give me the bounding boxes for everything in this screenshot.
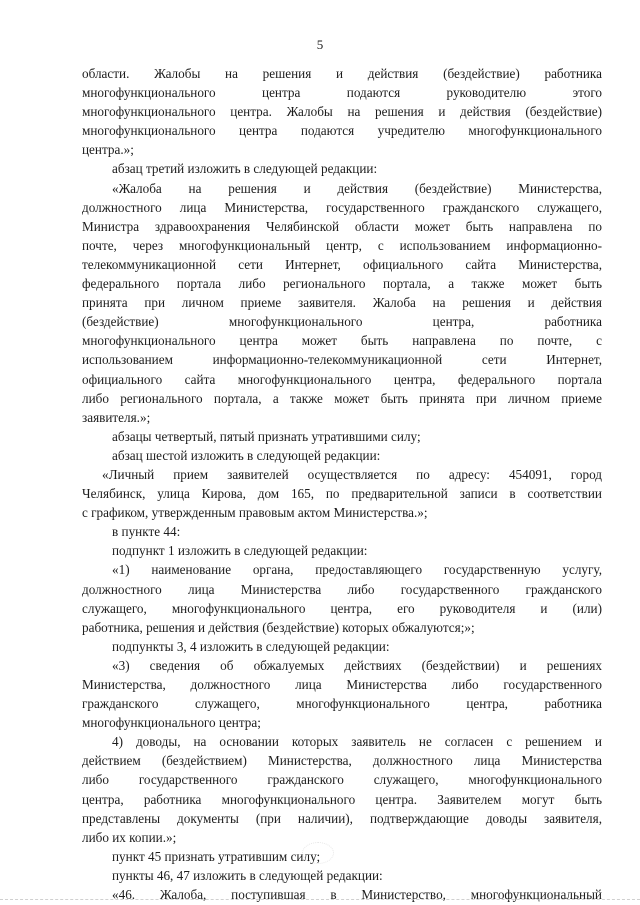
text-line: пункт 45 признать утратившим силу; xyxy=(112,848,321,864)
text-line: работника, решения и действия (бездействие) которых обжалуются;»; xyxy=(82,619,475,635)
text-line: центра, работника многофункционального центра. Заявителем могут быть xyxy=(82,791,602,807)
text-line: многофункционального центра подаются учредителю многофункционального xyxy=(82,123,602,139)
text-line: федерального портала либо регионального портала, а также может быть xyxy=(82,276,602,292)
text-line: многофункционального центра может быть направлена по почте, с xyxy=(82,333,602,349)
page-number: 5 xyxy=(316,37,324,52)
text-line: абзац шестой изложить в следующей редакции: xyxy=(112,447,381,463)
text-line: пункты 46, 47 изложить в следующей редакции: xyxy=(112,867,383,883)
faint-stamp-mark xyxy=(302,842,334,864)
text-line: подпункты 3, 4 изложить в следующей редакции: xyxy=(112,638,390,654)
text-line: абзацы четвертый, пятый признать утратившими силу; xyxy=(112,428,421,444)
text-line: почте, через многофункциональный центр, с использованием информационно- xyxy=(82,237,602,253)
text-line: с графиком, утвержденным правовым актом Министерства.»; xyxy=(82,505,428,521)
text-line: многофункционального центра; xyxy=(82,715,261,731)
text-line: «1) наименование органа, предоставляющего государственную услугу, xyxy=(112,562,602,578)
text-line: должностного лица Министерства, государственного гражданского служащего, xyxy=(82,199,602,215)
text-line: служащего, многофункционального центра, его руководителя и (или) xyxy=(82,600,602,616)
text-line: Министра здравоохранения Челябинской области может быть направлена по xyxy=(82,218,602,234)
text-line: 4) доводы, на основании которых заявитель не согласен с решением и xyxy=(112,734,602,750)
document-body xyxy=(82,64,602,904)
text-line: области. Жалобы на решения и действия (бездействие) работника xyxy=(82,66,602,81)
text-line: многофункционального центра. Жалобы на решения и действия (бездействие) xyxy=(82,104,602,120)
text-line: «46. Жалоба, поступившая в Министерство, многофункциональный xyxy=(112,887,602,903)
text-line: «Личный прием заявителей осуществляется по адресу: 454091, город xyxy=(102,466,602,482)
text-line: телекоммуникационной сети Интернет, официального сайта Министерства, xyxy=(82,256,602,272)
text-line: центра.»; xyxy=(82,142,134,158)
text-line: Министерства, должностного лица Министерства либо государственного xyxy=(82,677,602,692)
text-line: абзац третий изложить в следующей редакции: xyxy=(112,161,378,177)
text-line: «3) сведения об обжалуемых действиях (бездействии) и решениях xyxy=(112,657,602,673)
text-line: использованием информационно-телекоммуникационной сети Интернет, xyxy=(82,352,602,368)
text-line: гражданского служащего, многофункционального центра, работника xyxy=(82,696,602,712)
text-line: либо регионального портала, а также может быть принята при личном приеме xyxy=(82,390,602,406)
text-line: в пункте 44: xyxy=(112,524,181,540)
text-line: официального сайта многофункционального центра, федерального портала xyxy=(82,371,602,387)
text-line: действием (бездействием) Министерства, должностного лица Министерства xyxy=(82,753,602,769)
text-line: представлены документы (при наличии), подтверждающие доводы заявителя, xyxy=(82,810,602,826)
text-line: либо их копии.»; xyxy=(82,829,177,845)
text-line: заявителя.»; xyxy=(82,409,151,425)
scan-bottom-edge xyxy=(0,899,640,902)
text-line: (бездействие) многофункционального центра, работника xyxy=(82,314,602,330)
text-line: «Жалоба на решения и действия (бездействие) Министерства, xyxy=(112,180,602,196)
text-line: подпункт 1 изложить в следующей редакции: xyxy=(112,543,368,559)
text-line: принята при личном приеме заявителя. Жалоба на решения и действия xyxy=(82,295,602,311)
text-line: либо государственного гражданского служащего, многофункционального xyxy=(82,772,602,788)
text-line: должностного лица Министерства либо государственного гражданского xyxy=(82,581,602,597)
text-line: многофункционального центра подаются руководителю этого xyxy=(82,85,602,101)
text-line: Челябинск, улица Кирова, дом 165, по предварительной записи в соответствии xyxy=(82,486,602,502)
